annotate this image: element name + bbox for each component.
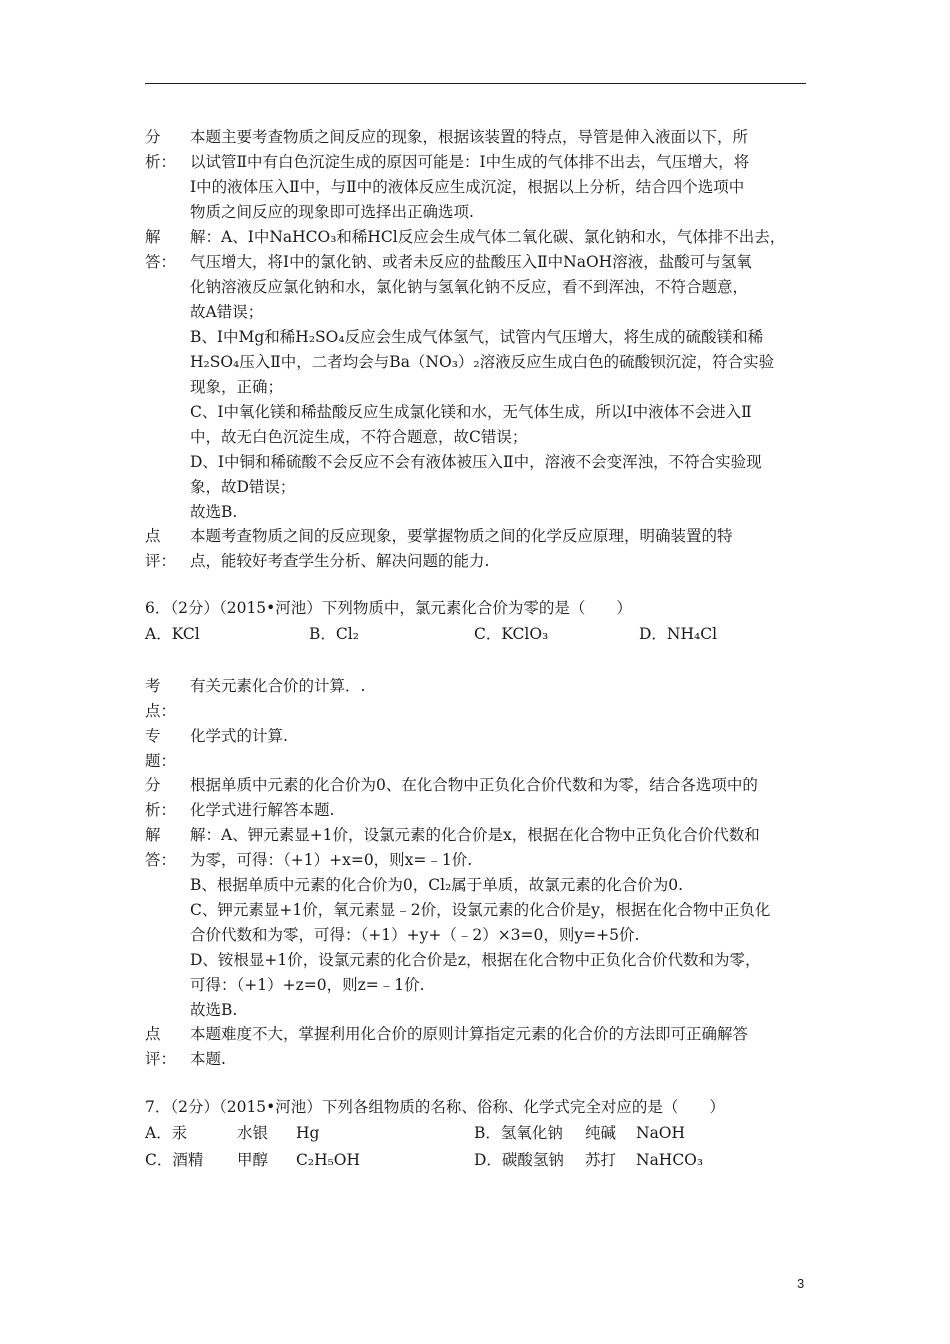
q7-question: 7．（2分）（2015•河池）下列各组物质的名称、俗称、化学式完全对应的是（ ） <box>145 1098 725 1116</box>
q7-option-c-formula: C₂H₅OH <box>296 1151 361 1169</box>
q7-option-a-common: 水银 <box>237 1124 269 1142</box>
q7-option-a-name: A．汞 <box>145 1124 188 1142</box>
q6-solution-label: 解 答： <box>145 826 177 869</box>
q6-knowledge-label: 考 点： <box>145 677 177 720</box>
q5-solution-text: 解：A、Ⅰ中NaHCO₃和稀HCl反应会生成气体二氧化碳、氯化钠和水，气体排不出去， 气压增大，将Ⅰ中的氯化钠、或者未反应的盐酸压入Ⅱ中NaOH溶液，盐酸可与氢氧 化钠溶液反应氯化钠和水，氯化钠与氢氧化钠不反应，看不到浑浊，不符合题意， 故A错误； B、Ⅰ中Mg和稀H₂SO₄反应会生成气体氢气，试管内气压增大，将生成的硫酸镁和稀 H₂SO₄压入Ⅱ中，二者均会与Ba（NO₃）₂溶液反应生成白色的硫酸钡沉淀，符合实验 现象，正确； C、Ⅰ中氧化镁和稀盐酸反应生成氯化镁和水，无气体生成，所以Ⅰ中液体不会进入Ⅱ 中，故无白色沉淀生成，不符合题意，故C错误； D、Ⅰ中铜和稀硫酸不会反应不会有液体被压入Ⅱ中，溶液不会变浑浊，不符合实验现 象，故D错误； 故选B. <box>190 228 786 521</box>
q6-solution-text: 解：A、钾元素显+1价，设氯元素的化合价是x，根据在化合物中正负化合价代数和 为零，可得：（+1）+x=0，则x=﹣1价. B、根据单质中元素的化合价为0，Cl₂属于单质，故氯元素的化合价为0. C、钾元素显+1价，氧元素显﹣2价，设氯元素的化合价是y，根据在化合物中正负化 合价代数和为零，可得：（+1）+y+（﹣2）×3=0，则y=+5价. D、铵根显+1价，设氯元素的化合价是z，根据在化合物中正负化合价代数和为零， 可得：（+1）+z=0，则z=﹣1价. 故选B. <box>190 826 771 1019</box>
q7-option-c-name: C．酒精 <box>145 1151 204 1169</box>
q5-analysis-label: 分 析： <box>145 128 177 171</box>
q7-option-b-formula: NaOH <box>636 1124 686 1142</box>
q6-option-a: A．KCl <box>145 625 200 643</box>
q6-analysis-label: 分 析： <box>145 776 177 819</box>
q7-option-b-name: B．氢氧化钠 <box>474 1124 563 1142</box>
q6-comment-label: 点 评： <box>145 1025 177 1068</box>
q7-option-c-common: 甲醇 <box>237 1151 269 1169</box>
q6-comment-text: 本题难度不大，掌握利用化合价的原则计算指定元素的化合价的方法即可正确解答 本题. <box>190 1025 749 1068</box>
q6-option-b: B．Cl₂ <box>309 625 359 643</box>
q5-solution-label: 解 答： <box>145 228 177 271</box>
page-number: 3 <box>797 1276 805 1291</box>
q6-knowledge-text: 有关元素化合价的计算．. <box>190 677 366 695</box>
q7-option-d-common: 苏打 <box>585 1151 617 1169</box>
q5-analysis-text: 本题主要考查物质之间反应的现象，根据该装置的特点，导管是伸入液面以下，所 以试管Ⅱ中有白色沉淀生成的原因可能是：Ⅰ中生成的气体排不出去，气压增大，将 Ⅰ中的液体压入Ⅱ中，与Ⅱ中的液体反应生成沉淀，根据以上分析，结合四个选项中 物质之间反应的现象即可选择出正确选项. <box>190 128 750 221</box>
q7-option-a-formula: Hg <box>296 1124 320 1142</box>
q5-comment-text: 本题考查物质之间的反应现象，要掌握物质之间的化学反应原理，明确装置的特 点，能较好考查学生分析、解决问题的能力. <box>190 527 733 570</box>
q6-question: 6．（2分）（2015•河池）下列物质中，氯元素化合价为零的是（ ） <box>145 599 632 617</box>
q5-comment-label: 点 评： <box>145 527 177 570</box>
header-rule <box>145 83 806 84</box>
q6-analysis-text: 根据单质中元素的化合价为0、在化合物中正负化合价代数和为零，结合各选项中的 化学式进行解答本题. <box>190 776 758 819</box>
q7-option-d-formula: NaHCO₃ <box>636 1151 704 1169</box>
q7-option-d-name: D．碳酸氢钠 <box>474 1151 564 1169</box>
q7-option-b-common: 纯碱 <box>585 1124 617 1142</box>
q6-option-c: C．KClO₃ <box>474 625 549 643</box>
q6-topic-label: 专 题： <box>145 727 177 770</box>
q6-topic-text: 化学式的计算. <box>190 727 288 745</box>
q6-option-d: D．NH₄Cl <box>639 625 718 643</box>
